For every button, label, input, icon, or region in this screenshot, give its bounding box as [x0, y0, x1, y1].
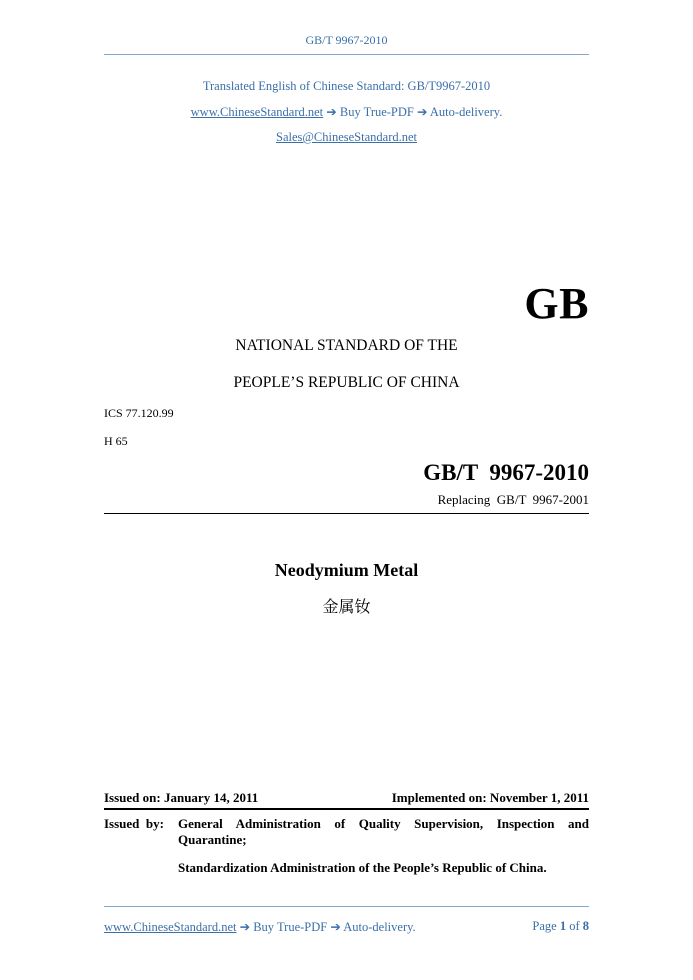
issued-by-label: Issued by: — [104, 816, 164, 831]
national-standard-line1: NATIONAL STANDARD OF THE — [235, 337, 458, 354]
dates-divider — [104, 808, 589, 810]
ccs-code: H 65 — [104, 434, 128, 448]
page-total: 8 — [582, 919, 589, 933]
header-divider — [104, 54, 589, 55]
footer-purchase-text: ➔ Buy True-PDF ➔ Auto-delivery. — [236, 920, 416, 934]
implemented-date: Implemented on: November 1, 2011 — [391, 790, 589, 805]
footer-purchase-line — [104, 919, 416, 935]
issued-date: Issued on: January 14, 2011 — [104, 790, 259, 805]
document-title-chinese: 金属钕 — [322, 597, 371, 616]
site-link[interactable]: www.ChineseStandard.net — [190, 105, 324, 119]
footer-divider — [104, 906, 589, 907]
translation-notice: Translated English of Chinese Standard: GB/T9967-2010 — [202, 79, 491, 93]
purchase-line — [0, 104, 693, 120]
replacing-note: Replacing GB/T 9967-2001 — [437, 492, 589, 507]
page-label: Page — [532, 919, 557, 933]
title-divider — [104, 513, 589, 514]
page-of: of — [569, 919, 580, 933]
sales-email-link[interactable]: Sales@ChineseStandard.net — [276, 130, 417, 144]
page-current: 1 — [559, 919, 567, 933]
email-line — [0, 130, 693, 145]
running-header: GB/T 9967-2010 — [305, 33, 388, 47]
page-indicator — [532, 919, 589, 934]
document-title: Neodymium Metal — [274, 560, 419, 580]
standard-number: GB/T 9967-2010 — [423, 460, 589, 485]
purchase-text: ➔ Buy True-PDF ➔ Auto-delivery. — [323, 105, 503, 119]
issuer-org-1: General Administration of Quality Supervision, Inspection and Quarantine; — [178, 816, 593, 847]
issuer-org-2: Standardization Administration of the People’s Republic of China. — [178, 860, 547, 875]
footer-site-link[interactable]: www.ChineseStandard.net — [104, 920, 237, 934]
gb-logo: GB — [524, 279, 589, 328]
ics-code: ICS 77.120.99 — [104, 406, 174, 420]
national-standard-line2: PEOPLE’S REPUBLIC OF CHINA — [233, 374, 460, 391]
